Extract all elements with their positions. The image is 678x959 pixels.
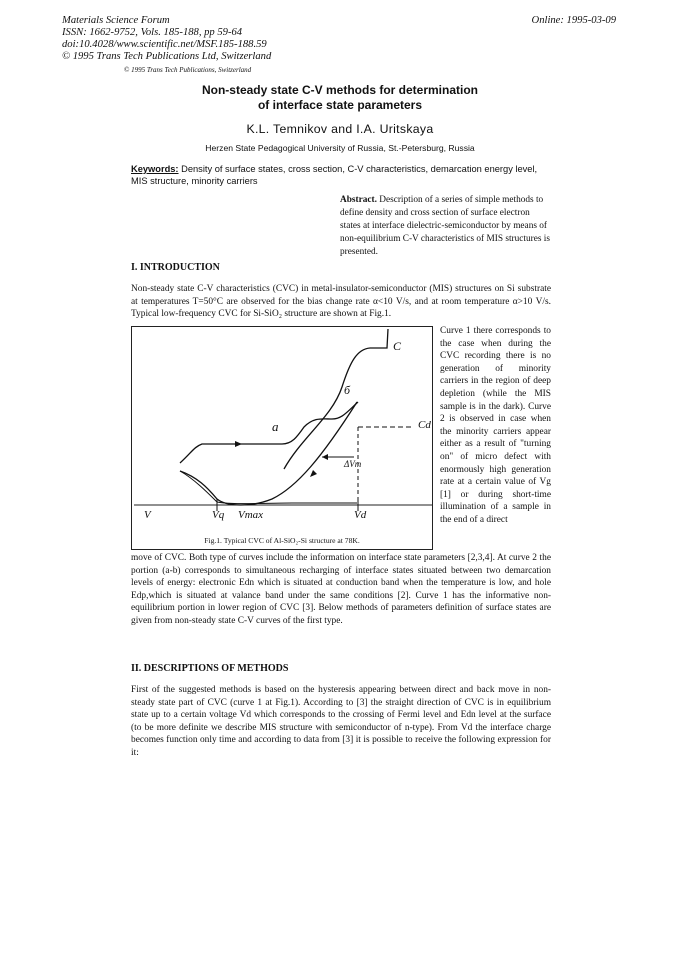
curve-2-arrowhead — [310, 470, 317, 477]
online-date: Online: 1995-03-09 — [531, 15, 616, 26]
label-vd: Vd — [354, 509, 367, 521]
doi-link[interactable]: doi:10.4028/www.scientific.net/MSF.185-188.59 — [62, 39, 267, 50]
curve-1-tail — [180, 471, 217, 502]
curve-a-arrowhead — [235, 441, 242, 447]
label-cd: Cd — [418, 419, 431, 431]
paper-authors: K.L. Temnikov and I.A. Uritskaya — [246, 122, 434, 136]
intro-paragraph: Non-steady state C-V characteristics (CVC) in metal-insulator-semiconductor (MIS) structures on Si substrate at temperatures T=50°C are observed for the bias change rate α<10 V/s, and at room temperature α>10 V/s. Typical low-frequency CVC for Si-SiO₂ structure are shown at Fig.1. — [131, 284, 551, 320]
keywords-block — [131, 163, 551, 188]
label-v: V — [144, 509, 151, 521]
keywords-text: Density of surface states, cross section, C-V characteristics, demarcation energy level, MIS structure, minority carriers — [131, 164, 538, 187]
section-title-introduction: I. INTRODUCTION — [131, 262, 220, 273]
curve-b-rise — [284, 348, 370, 469]
abstract-label: Abstract. — [340, 195, 377, 205]
label-a: a — [272, 419, 279, 434]
label-vq: Vq — [212, 509, 225, 521]
intro-continued: move of CVC. Both type of curves include the information on interface state parameters [2,3,4]. At curve 2 the portion (a-b) corresponds to simultaneous recharging of interface states situated between two demarcation levels of energy: electronic Edn which is situated at conduction band when the temperature is low, and hole Edp,which is situated at valance band under the same conditions [2]. Curve 1 has the informative non-equilibrium portion in lower region of CVC [3]. Below methods of parameters definition of surface states are given from non-steady state C-V curves of the first type. — [131, 553, 551, 626]
label-vmax: Vmax — [238, 509, 264, 521]
publisher-copyright: © 1995 Trans Tech Publications, Switzerland — [124, 66, 252, 74]
label-b: б — [344, 383, 351, 397]
issn-line: ISSN: 1662-9752, Vols. 185-188, pp 59-64 — [62, 27, 243, 38]
journal-name: Materials Science Forum — [62, 15, 170, 26]
paper-title-line1: Non-steady state C-V methods for determination — [201, 83, 479, 97]
curve-1-bottom — [217, 502, 357, 504]
label-delta-vm: ΔVm — [344, 459, 362, 469]
abstract-block — [340, 194, 551, 259]
figure-caption: Fig.1. Typical CVC of Al-SiO₂-Si structure at 78K. — [204, 536, 360, 545]
keywords-label: Keywords: — [131, 164, 179, 174]
copyright-line: © 1995 Trans Tech Publications Ltd, Switzerland — [62, 51, 272, 62]
paper-title-line2: of interface state parameters — [257, 98, 423, 112]
cv-curve-plot — [132, 327, 432, 549]
methods-paragraph: First of the suggested methods is based on the hysteresis appearing between direct and back move in non-steady state part of CVC (curve 1 at Fig.1). According to [3] the straight direction of CVC is in equilibrium state up to a certain voltage Vd which corresponds to the crossing of Fermi level and Edn level at the surface (to be more definite we describe MIS structure with semiconductor of n-type). From Vd the interface charge becomes function only time and according to data from [3] it is possible to receive the following expression for it: — [131, 685, 551, 758]
curve-a-forward — [180, 402, 358, 463]
section-title-methods: II. DESCRIPTIONS OF METHODS — [131, 663, 289, 674]
figure-1 — [131, 326, 433, 550]
curve-c-plateau — [370, 329, 388, 348]
label-c: C — [393, 339, 402, 353]
affiliation: Herzen State Pedagogical University of Russia, St.-Petersburg, Russia — [205, 143, 475, 153]
intro-side-text: Curve 1 there corresponds to the case when during the CVC recording there is no generation of minority carriers in the region of deep depletion (while the MIS sample is in the dark). Curve 2 is observed in case when the minority carriers appear either as a result of "turning on" of micro defect with enormously high generation rate at a certain value of Vg [1] or during short-time illumination of a sample in the end of a direct — [440, 326, 551, 525]
delta-vm-arrowhead — [322, 454, 328, 460]
curve-2-lower — [180, 402, 357, 505]
abstract-text: Description of a series of simple methods to define density and cross section of surface electron states at interface dielectric-semiconductor by means of non-equilibrium C-V characteristics of MIS structures is presented. — [340, 195, 550, 257]
